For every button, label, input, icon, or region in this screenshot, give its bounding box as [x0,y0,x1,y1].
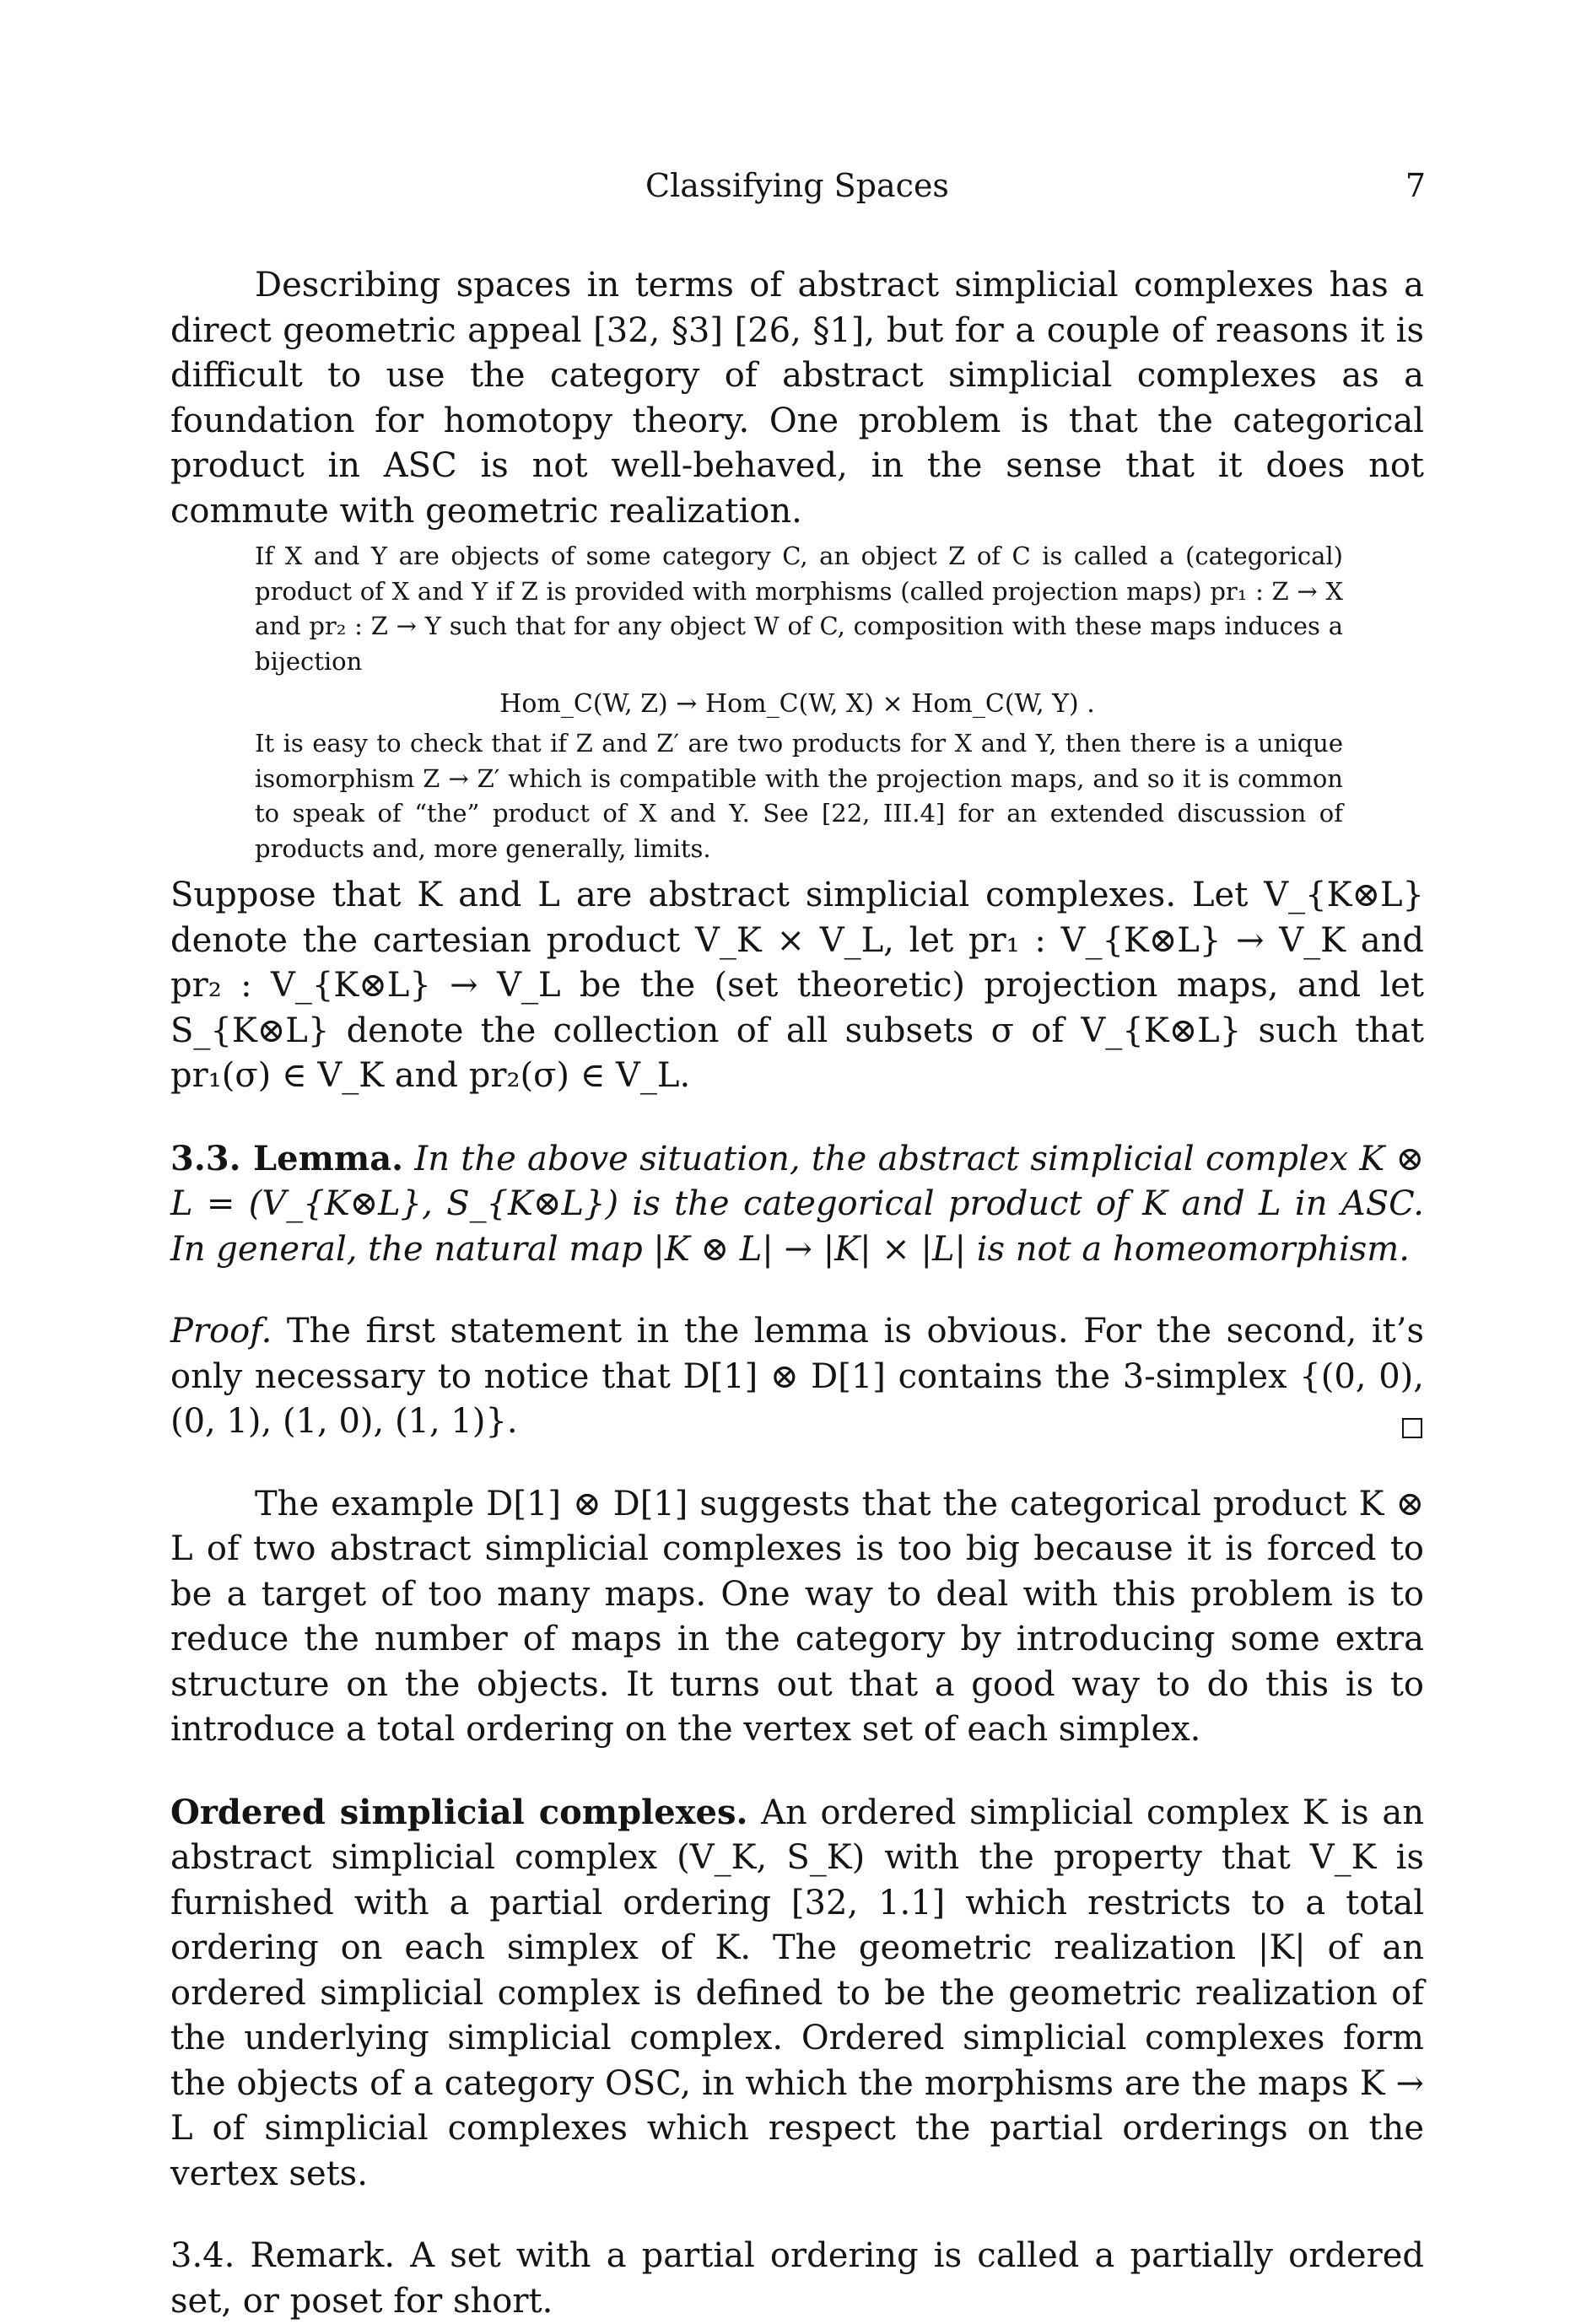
remark-3-4 [170,2234,1424,2324]
note-product-definition: If X and Y are objects of some category C, an object Z of C is called a (categorical) product of X and Y if Z is provided with morphisms (called projection maps) pr₁ : Z → X and pr₂ : Z → Y such that for any object W of C, composition with these maps induces a bijection [255,542,1343,676]
remark-text: A set with a partial ordering is called a partially ordered set, or poset for short. [170,2236,1424,2321]
proof-label: Proof. [170,1312,272,1351]
lemma-label: 3.3. Lemma. [170,1138,404,1178]
proof [170,1309,1424,1445]
running-title: Classifying Spaces [645,167,949,204]
paragraph-example: The example D[1] ⊗ D[1] suggests that the categorical product K ⊗ L of two abstract simplicial complexes is too big because it is forced to be a target of too many maps. One way to deal with this problem is to reduce the number of maps in the category by introducing some extra structure on the objects. It turns out that a good way to do this is to introduce a total ordering on the vertex set of each simplex. [170,1484,1424,1749]
page-body [170,263,1424,2324]
page-header [169,160,1426,211]
osc-heading: Ordered simplicial complexes. [170,1792,748,1832]
lemma-statement: In the above situation, the abstract simplicial complex K ⊗ L = (V_{K⊗L}, S_{K⊗L}) is the categorical product of K and L in ASC. In general, the natural map |K ⊗ L| → |K| × |L| is not a homeomorphism. [170,1139,1425,1269]
osc-text: An ordered simplicial complex K is an abstract simplicial complex (V_K, S_K) with the property that V_K is furnished with a partial ordering [32, 1.1] which restricts to a total ordering on each simplex of K. The geometric realization |K| of an ordered simplicial complex is defined to be the geometric realization of the underlying simplicial complex. Ordered simplicial complexes form the objects of a category OSC, in which the morphisms are the maps K → L of simplicial complexes which respect the partial orderings on the vertex sets. [170,1793,1424,2193]
proof-text: The first statement in the lemma is obvious. For the second, it’s only necessary to notice that D[1] ⊗ D[1] contains the 3-simplex {(0, 0), (0, 1), (1, 0), (1, 1)}. [170,1312,1424,1441]
display-equation: Hom_C(W, Z) → Hom_C(W, X) × Hom_C(W, Y) . [499,689,1095,719]
page-number: 7 [1405,167,1426,204]
qed-square-icon [1402,1418,1422,1438]
paragraph-intro: Describing spaces in terms of abstract simplicial complexes has a direct geometric appeal [32, §3] [26, §1], but for a couple of reasons it is difficult to use the category of abstract simplicial complexes as a foundation for homotopy theory. One problem is that the categorical product in ASC is not well-behaved, in the sense that it does not commute with geometric realization. [170,266,1424,531]
note-product-uniqueness: It is easy to check that if Z and Z′ are two products for X and Y, then there is a unique isomorphism Z → Z′ which is compatible with the projection maps, and so it is common to speak of “the” product of X and Y. See [22, III.4] for an extended discussion of products and, more generally, limits. [255,729,1343,863]
ordered-simplicial-complexes [170,1790,1424,2197]
remark-label: 3.4. Remark. [170,2236,396,2275]
paragraph-tensor-product: Suppose that K and L are abstract simplicial complexes. Let V_{K⊗L} denote the cartesian product V_K × V_L, let pr₁ : V_{K⊗L} → V_K and pr₂ : V_{K⊗L} → V_L be the (set theoretic) projection maps, and let S_{K⊗L} denote the collection of all subsets σ of V_{K⊗L} such that pr₁(σ) ∈ V_K and pr₂(σ) ∈ V_L. [170,876,1424,1095]
lemma-3-3 [170,1136,1424,1273]
